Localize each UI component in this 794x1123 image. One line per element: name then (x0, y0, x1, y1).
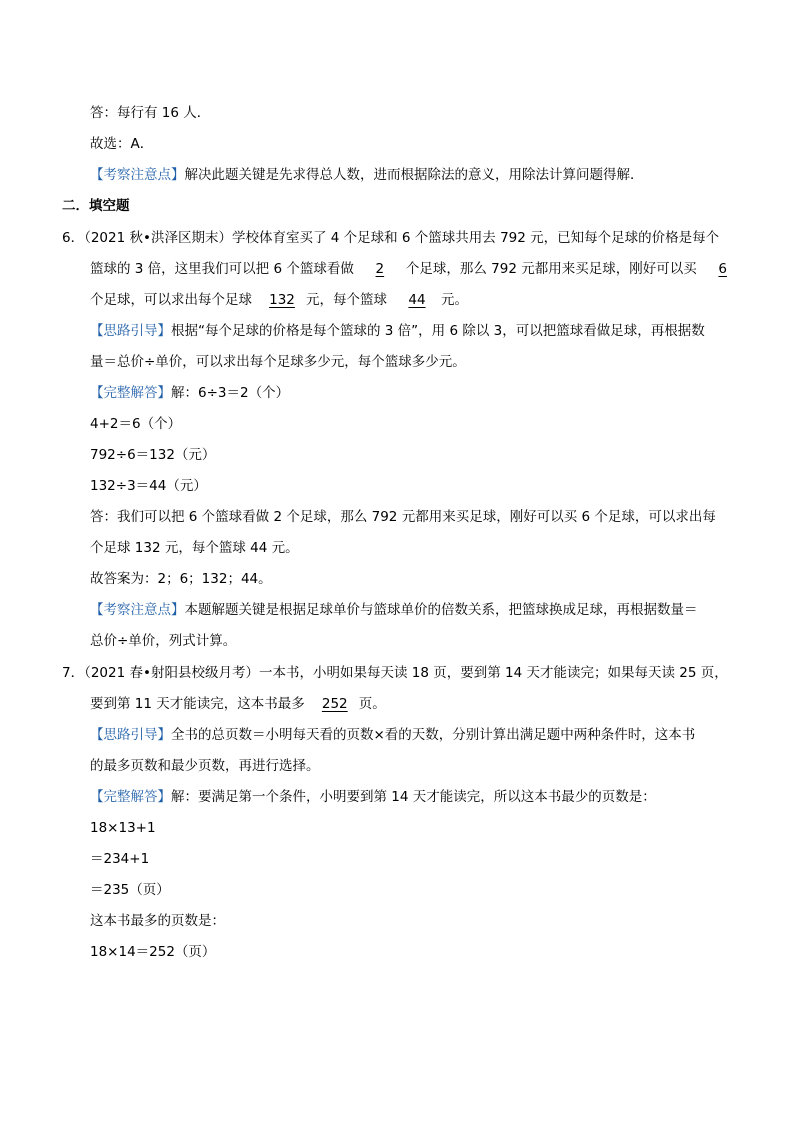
q6-stem-line3 (90, 290, 468, 310)
q6-text: 个足球，那么 792 元都用来买足球，刚好可以买 (405, 261, 697, 277)
q6-solution-line3: 792÷6＝132（元） (90, 447, 216, 463)
answer-line: 答：每行有 16 人． (90, 105, 211, 121)
q6-blank-4: 44 (408, 292, 426, 308)
q6-final-answer: 故答案为：2；6；132；44。 (90, 571, 272, 587)
q7-solution-line1 (90, 787, 656, 807)
q6-blank-3: 132 (269, 292, 295, 308)
q6-text: 篮球的 3 倍，这里我们可以把 6 个篮球看做 (90, 261, 354, 277)
q6-hint-line1 (90, 321, 705, 341)
q6-stem-line1: 6．（2021 秋•洪泽区期末）学校体育室买了 4 个足球和 6 个篮球共用去 792 元，已知每个足球的价格是每个 (62, 230, 720, 246)
q7-hint-line2: 的最多页数和最少页数，再进行选择。 (90, 758, 320, 774)
hint-text: 根据“每个足球的价格是每个篮球的 3 倍”，用 6 除以 3，可以把篮球看做足球，再根据数 (171, 323, 705, 339)
q7-hint-line1 (90, 725, 695, 745)
section-heading: 二．填空题 (62, 198, 130, 214)
q6-solution-line4: 132÷3＝44（元） (90, 478, 207, 494)
q7-solution-line4: ＝235（页） (90, 882, 170, 898)
q6-stem-line2 (90, 259, 743, 279)
q6-note-line2: 总价÷单价，列式计算。 (90, 633, 237, 649)
q6-answer-line1: 答：我们可以把 6 个篮球看做 2 个足球，那么 792 元都用来买足球，刚好可以买 6 个足球，可以求出每 (90, 509, 716, 525)
hint-tag: 【思路引导】 (90, 323, 171, 339)
hint-text: 全书的总页数＝小明每天看的页数×看的天数，分别计算出满足题中两种条件时，这本书 (171, 727, 696, 743)
note-tag: 【考察注意点】 (90, 167, 185, 183)
q6-note-line1 (90, 600, 698, 620)
note-text: 本题解题关键是根据足球单价与篮球单价的倍数关系，把篮球换成足球，再根据数量＝ (184, 602, 698, 618)
q6-blank-1: 2 (375, 261, 385, 277)
q6-text: 元。 (441, 292, 468, 308)
q7-solution-line6: 18×14＝252（页） (90, 944, 216, 960)
q7-solution-line3: ＝234+1 (90, 851, 150, 867)
q6-solution-line2: 4+2＝6（个） (90, 416, 182, 432)
q6-blank-2: 6 (718, 261, 727, 277)
q7-stem-line1: 7．（2021 春•射阳县校级月考）一本书，小明如果每天读 18 页，要到第 14 天才能读完；如果每天读 25 页， (62, 665, 728, 681)
q6-solution-line1 (90, 383, 289, 403)
q7-blank-1: 252 (321, 696, 348, 712)
q6-hint-line2: 量＝总价÷单价，可以求出每个足球多少元，每个篮球多少元。 (90, 354, 466, 370)
q7-solution-line2: 18×13+1 (90, 820, 156, 836)
choice-line: 故选：A． (90, 136, 154, 152)
note-line (90, 165, 644, 185)
q6-text: 元，每个篮球 (306, 292, 387, 308)
q7-text: 页。 (358, 696, 386, 712)
q6-answer-line2: 个足球 132 元，每个篮球 44 元。 (90, 540, 299, 556)
solution-tag: 【完整解答】 (90, 385, 171, 401)
q7-text: 要到第 11 天才能读完，这本书最多 (90, 696, 305, 712)
note-text: 解决此题关键是先求得总人数，进而根据除法的意义，用除法计算问题得解． (184, 167, 644, 183)
solution-tag: 【完整解答】 (90, 789, 171, 805)
q6-text: 个足球，可以求出每个足球 (90, 292, 252, 308)
solution-text: 解：要满足第一个条件，小明要到第 14 天才能读完，所以这本书最少的页数是： (171, 789, 656, 805)
q7-stem-line2 (90, 694, 386, 714)
q7-solution-line5: 这本书最多的页数是： (90, 913, 225, 929)
note-tag: 【考察注意点】 (90, 602, 185, 618)
solution-text: 解：6÷3＝2（个） (171, 385, 290, 401)
hint-tag: 【思路引导】 (90, 727, 171, 743)
